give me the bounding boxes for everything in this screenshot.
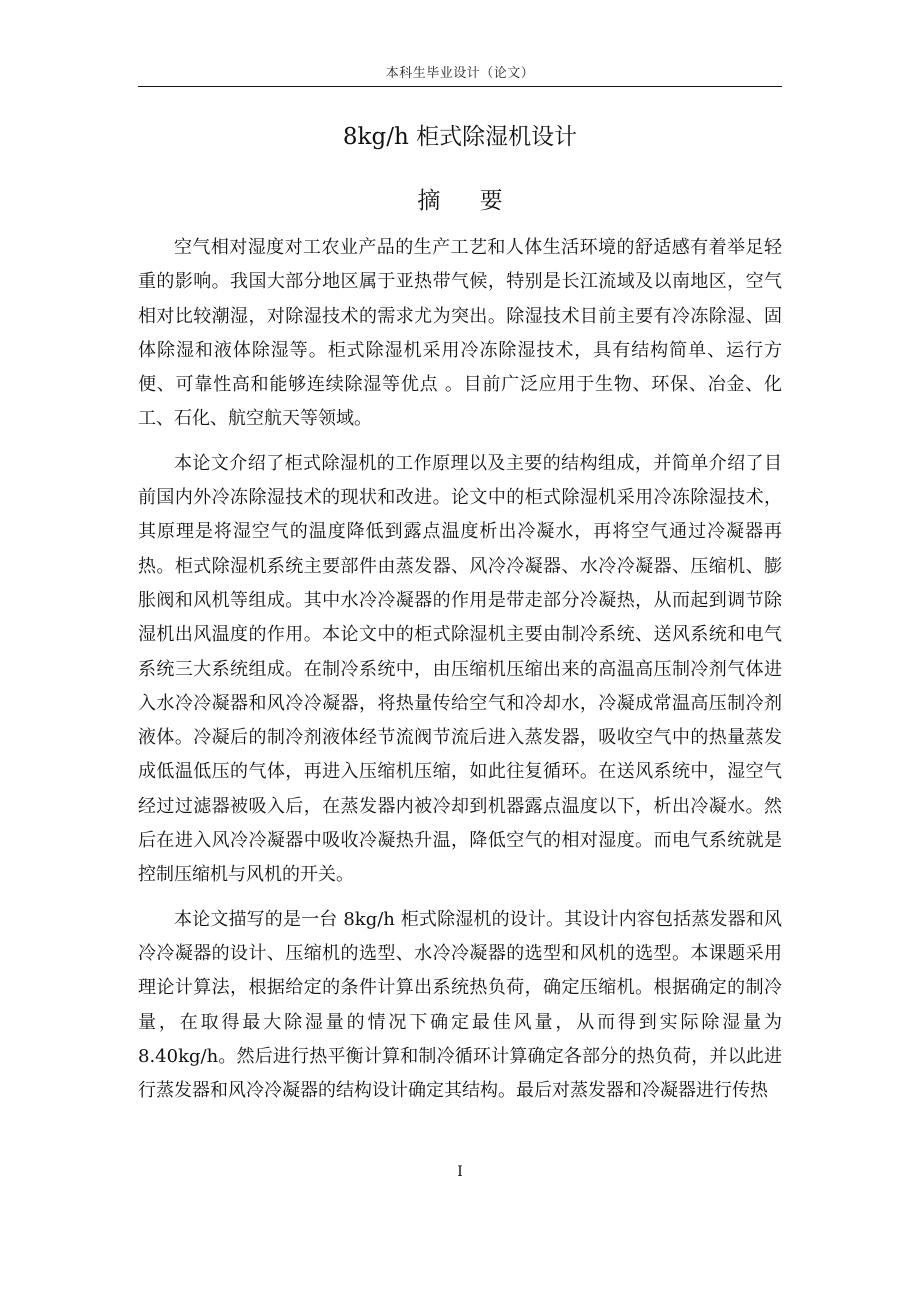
abstract-paragraph-1: 空气相对湿度对工农业产品的生产工艺和人体生活环境的舒适感有着举足轻重的影响。我国大部分地区属于亚热带气候，特别是长江流域及以南地区，空气相对比较潮湿，对除湿技术的需求尤为突出。除湿技术目前主要有冷冻除湿、固体除湿和液体除湿等。柜式除湿机采用冷冻除湿技术，具有结构简单、运行方便、可靠性高和能够连续除湿等优点 。目前广泛应用于生物、环保、冶金、化工、石化、航空航天等领域。 [138,237,782,430]
abstract-paragraph-3: 本论文描写的是一台 8kg/h 柜式除湿机的设计。其设计内容包括蒸发器和风冷冷凝器的设计、压缩机的选型、水冷冷凝器的选型和风机的选型。本课题采用理论计算法，根据给定的条件计算出系统热负荷，确定压缩机。根据确定的制冷量，在取得最大除湿量的情况下确定最佳风量，从而得到实际除湿量为 8.40kg/h。然后进行热平衡计算和制冷循环计算确定各部分的热负荷，并以此进行蒸发器和风冷冷凝器的结构设计确定其结构。最后对蒸发器和冷凝器进行传热 [138,908,782,1102]
abstract-paragraph-2: 本论文介绍了柜式除湿机的工作原理以及主要的结构组成，并简单介绍了目前国内外冷冻除湿技术的现状和改进。论文中的柜式除湿机采用冷冻除湿技术，其原理是将湿空气的温度降低到露点温度析出冷凝水，再将空气通过冷凝器再热。柜式除湿机系统主要部件由蒸发器、风冷冷凝器、水冷冷凝器、压缩机、膨胀阀和风机等组成。其中水冷冷凝器的作用是带走部分冷凝热，从而起到调节除湿机出风温度的作用。本论文中的柜式除湿机主要由制冷系统、送风系统和电气系统三大系统组成。在制冷系统中，由压缩机压缩出来的高温高压制冷剂气体进入水冷冷凝器和风冷冷凝器，将热量传给空气和冷却水，冷凝成常温高压制冷剂液体。冷凝后的制冷剂液体经节流阀节流后进入蒸发器，吸收空气中的热量蒸发成低温低压的气体，再进入压缩机压缩，如此往复循环。在送风系统中，湿空气经过过滤器被吸入后，在蒸发器内被冷却到机器露点温度以下，析出冷凝水。然后在进入风冷冷凝器中吸收冷凝热升温，降低空气的相对湿度。而电气系统就是控制压缩机与风机的开关。 [138,452,782,886]
page-number: I [457,1164,463,1180]
header-divider [138,86,782,87]
abstract-heading: 摘 要 [417,188,519,214]
thesis-title: 8kg/h 柜式除湿机设计 [342,124,578,150]
abstract-body [138,231,782,1118]
running-header: 本科生毕业设计（论文） [385,66,535,81]
